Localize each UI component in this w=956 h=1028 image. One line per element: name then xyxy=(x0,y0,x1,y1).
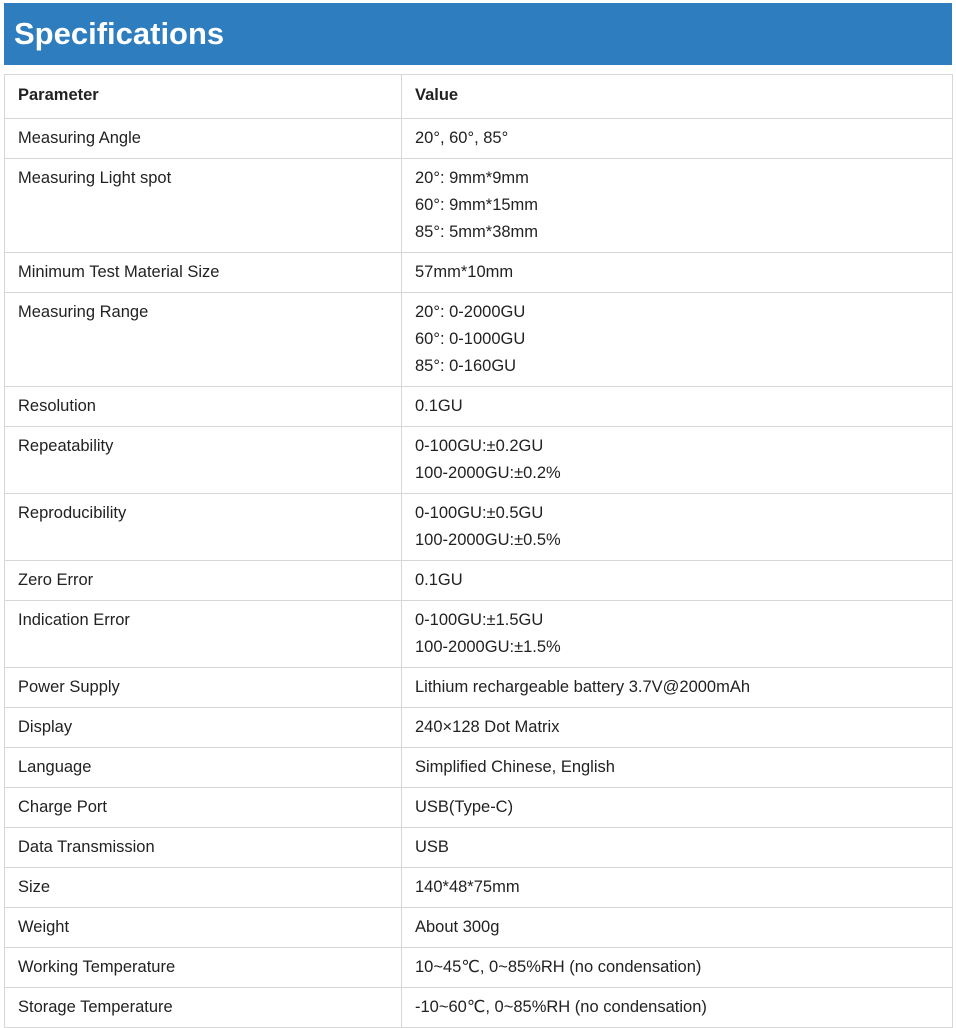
value-line: 0.1GU xyxy=(415,397,463,415)
parameter-cell: Minimum Test Material Size xyxy=(5,253,402,293)
table-row xyxy=(5,293,953,387)
parameter-cell: Language xyxy=(5,748,402,788)
value-cell xyxy=(402,561,953,601)
parameter-cell: Measuring Range xyxy=(5,293,402,387)
value-cell xyxy=(402,948,953,988)
parameter-cell: Charge Port xyxy=(5,788,402,828)
value-line: 100-2000GU:±0.2% xyxy=(415,464,561,482)
table-row xyxy=(5,253,953,293)
value-cell xyxy=(402,748,953,788)
parameter-cell: Size xyxy=(5,868,402,908)
value-line: 60°: 0-1000GU xyxy=(415,330,526,348)
value-cell xyxy=(402,494,953,561)
value-line: 20°: 0-2000GU xyxy=(415,303,526,321)
value-line: 85°: 0-160GU xyxy=(415,357,517,375)
value-cell xyxy=(402,293,953,387)
value-cell xyxy=(402,788,953,828)
parameter-cell: Measuring Light spot xyxy=(5,159,402,253)
value-line: 60°: 9mm*15mm xyxy=(415,196,539,214)
value-line: Lithium rechargeable battery 3.7V@2000mAh xyxy=(415,678,751,696)
value-cell xyxy=(402,119,953,159)
table-row xyxy=(5,601,953,668)
specifications-table xyxy=(4,74,953,1028)
parameter-cell: Power Supply xyxy=(5,668,402,708)
parameter-cell: Repeatability xyxy=(5,427,402,494)
value-line: About 300g xyxy=(415,918,500,936)
table-row xyxy=(5,427,953,494)
table-row xyxy=(5,708,953,748)
table-row xyxy=(5,908,953,948)
value-line: 100-2000GU:±0.5% xyxy=(415,531,561,549)
parameter-cell: Zero Error xyxy=(5,561,402,601)
value-line: 57mm*10mm xyxy=(415,263,514,281)
table-row xyxy=(5,788,953,828)
table-row xyxy=(5,119,953,159)
value-line: 10~45℃, 0~85%RH (no condensation) xyxy=(415,958,702,976)
table-row xyxy=(5,868,953,908)
value-line: 100-2000GU:±1.5% xyxy=(415,638,561,656)
column-header-value: Value xyxy=(402,75,953,119)
table-body xyxy=(5,119,953,1028)
parameter-cell: Storage Temperature xyxy=(5,988,402,1028)
parameter-cell: Measuring Angle xyxy=(5,119,402,159)
table-row xyxy=(5,159,953,253)
column-header-parameter: Parameter xyxy=(5,75,402,119)
value-line: -10~60℃, 0~85%RH (no condensation) xyxy=(415,998,707,1016)
page-header xyxy=(4,3,952,65)
value-line: 85°: 5mm*38mm xyxy=(415,223,539,241)
parameter-cell: Data Transmission xyxy=(5,828,402,868)
table-header-row xyxy=(5,75,953,119)
value-line: 240×128 Dot Matrix xyxy=(415,718,560,736)
value-cell xyxy=(402,253,953,293)
value-cell xyxy=(402,427,953,494)
value-cell xyxy=(402,668,953,708)
value-cell xyxy=(402,868,953,908)
value-line: 140*48*75mm xyxy=(415,878,520,896)
value-line: 0-100GU:±1.5GU xyxy=(415,611,544,629)
value-line: USB(Type-C) xyxy=(415,798,514,816)
table-row xyxy=(5,748,953,788)
value-cell xyxy=(402,159,953,253)
value-cell xyxy=(402,387,953,427)
value-cell xyxy=(402,708,953,748)
parameter-cell: Reproducibility xyxy=(5,494,402,561)
page-title: Specifications xyxy=(14,16,225,51)
value-line: 0-100GU:±0.2GU xyxy=(415,437,544,455)
table-row xyxy=(5,828,953,868)
table-row xyxy=(5,948,953,988)
value-cell xyxy=(402,908,953,948)
value-cell xyxy=(402,828,953,868)
parameter-cell: Resolution xyxy=(5,387,402,427)
parameter-cell: Working Temperature xyxy=(5,948,402,988)
value-line: 0.1GU xyxy=(415,571,463,589)
value-line: 20°, 60°, 85° xyxy=(415,129,509,147)
parameter-cell: Indication Error xyxy=(5,601,402,668)
value-line: 20°: 9mm*9mm xyxy=(415,169,529,187)
parameter-cell: Weight xyxy=(5,908,402,948)
value-line: USB xyxy=(415,838,449,856)
value-cell xyxy=(402,601,953,668)
value-line: 0-100GU:±0.5GU xyxy=(415,504,544,522)
table-row xyxy=(5,387,953,427)
table-row xyxy=(5,668,953,708)
table-row xyxy=(5,561,953,601)
parameter-cell: Display xyxy=(5,708,402,748)
value-cell xyxy=(402,988,953,1028)
table-row xyxy=(5,494,953,561)
value-line: Simplified Chinese, English xyxy=(415,758,615,776)
table-row xyxy=(5,988,953,1028)
